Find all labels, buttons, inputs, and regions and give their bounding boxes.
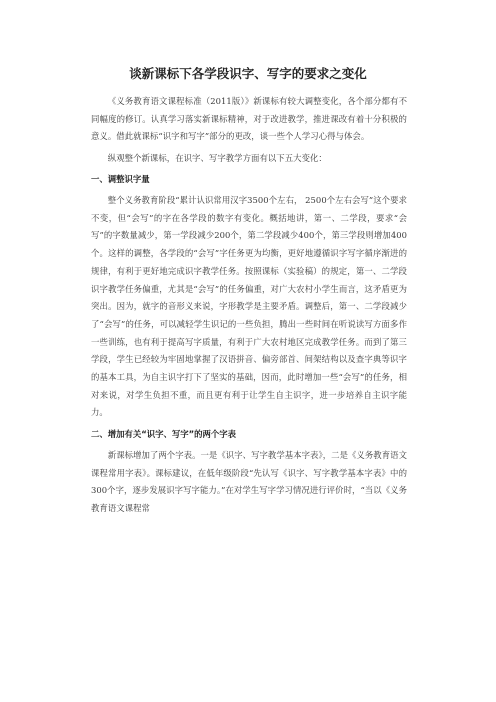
section-1-heading: 一、调整识字量 <box>91 173 150 184</box>
section-2-heading: 二、增加有关“识字、写字”的两个字表 <box>91 428 237 439</box>
section-2-paragraph: 新课标增加了两个字表。一是《识字、写字教学基本字表》，二是《义务教育语文课程常用字表》。课标建议，在低年级阶段“先认写《识字、写字教学基本字表》中的300个字，逐步发展识字写字能力。”在对学生写字学习情况进行评价时，“当以《义务教育语文课程常 <box>91 449 407 513</box>
document-body <box>91 93 407 521</box>
document-title: 谈新课标下各学段识字、写字的要求之变化 <box>129 66 367 81</box>
section-1-paragraph: 整个义务教育阶段“累计认识常用汉字3500个左右， 2500个左右会写”这个要求不变，但“会写”的字在各学段的数字有变化。概括地讲，第一、二学段，要求“会写”的字数量减少，第一学段减少200个，第二学段减少400个，第三学段则增加400个。这样的调整，各学段的“会写”字任务更为均衡，更好地遵循识字写字循序渐进的规律，有利于更好地完成识字教学任务。按照课标（实验稿）的规定，第一、二学段识字教学任务偏重，尤其是“会写”的任务偏重，对广大农村小学生而言，这矛盾更为突出。因为，就字的音形义来说，字形教学是主要矛盾。调整后，第一、二学段减少了“会写”的任务，可以减轻学生识记的一些负担，腾出一些时间在听说读写方面多作一些训练，也有利于提高写字质量，有利于广大农村地区完成教学任务。而到了第三学段，学生已经较为牢固地掌握了汉语拼音、偏旁部首、间架结构以及查字典等识字的基本工具，为自主识字打下了坚实的基础，因而，此时增加一些“会写”的任务，相对来说，对学生负担不重，而且更有利于让学生自主识字，进一步培养自主识字能力。 <box>91 195 407 418</box>
intro-paragraph: 《义务教育语文课程标准（2011版）》新课标有较大调整变化，各个部分都有不同幅度的修订。认真学习落实新课标精神，对于改进教学，推进课改有着十分积极的意义。借此就课标“识字和写字”部分的更改，谈一些个人学习心得与体会。 <box>91 96 407 142</box>
overview-paragraph: 纵观整个新课标，在识字、写字教学方面有以下五大变化： <box>107 152 327 163</box>
